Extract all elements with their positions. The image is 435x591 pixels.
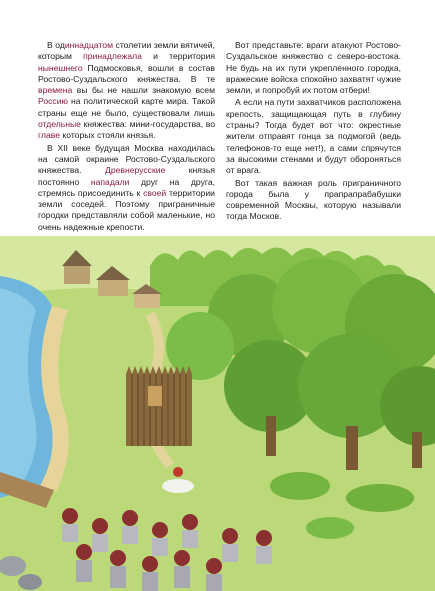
text-run: которых стояли князья.	[60, 130, 156, 141]
text-run: столетии земли вятичей, которым	[38, 40, 215, 62]
highlighted-word: отдельные	[38, 119, 81, 130]
bush	[306, 517, 354, 539]
house-wall	[134, 294, 160, 308]
fortress-wall	[126, 374, 192, 446]
right-text-column	[226, 40, 401, 224]
text-run: и территория	[141, 51, 215, 62]
left-paragraph-2	[38, 143, 215, 233]
text-run: В од	[47, 40, 65, 50]
tree-trunk	[346, 426, 358, 470]
rock	[18, 574, 42, 590]
house-wall	[98, 280, 128, 296]
tree-trunk	[266, 416, 276, 456]
text-run: на политической карте мира. Такой страны еще не было, существовали лишь	[38, 96, 215, 118]
highlighted-word: нынешнего	[38, 62, 83, 73]
text-run: территории земли соседей. Поэтому приграничные городки представляли собой маленькие, но очень надежные крепости.	[38, 187, 215, 232]
bush	[346, 484, 414, 512]
highlighted-word: главе	[38, 130, 60, 141]
text-run: друг на друга, стремясь присоединить к	[38, 176, 215, 198]
house-wall	[64, 266, 90, 284]
right-paragraph-3: Вот такая важная роль приграничного города была у прапрапрабабушки современной Москвы, которую называли тогда Москов.	[226, 177, 401, 222]
text-run: Подмосковья, вошли в состав Ростово-Суздальского княжества. В те	[38, 62, 215, 84]
left-text-column	[38, 40, 215, 234]
text-run: В XII веке будущая Москва находилась на самой окраине Ростово-Суздальского княжества.	[38, 142, 215, 176]
tree-trunk	[412, 432, 422, 468]
highlighted-word: времена	[38, 85, 73, 96]
horse	[162, 479, 194, 493]
fortress-gate	[148, 386, 162, 406]
right-paragraph-2: А если на пути захватчиков расположена крепость, защищающая путь в глубину страны? Тогда будет вот что: окрестные жители отправят гонца за подмогой (ведь телефонов-то еще нет!), а сами спрячутся за высокими стенами и будут обороняться от врага.	[226, 97, 401, 176]
highlighted-word: своей	[143, 187, 167, 198]
left-paragraph-1	[38, 40, 215, 142]
highlighted-word: Россию	[38, 96, 68, 107]
bush	[270, 472, 330, 500]
illustration-svg	[0, 236, 435, 591]
right-paragraph-1: Вот представьте: враги атакуют Ростово-Суздальское княжество с северо-востока. Не будь на их пути укрепленного городка, вражеские войска спокойно захватят чужие земли, и попробуй их потом отбери!	[226, 40, 401, 96]
text-run: вы бы не нашли знакомую всем	[72, 85, 215, 96]
highlighted-word: принадлежала	[83, 51, 142, 62]
highlighted-word: нападали	[90, 176, 130, 187]
highlighted-word: иннадцатом	[64, 40, 113, 50]
highlighted-word: Древнерусские	[105, 165, 166, 176]
rider	[173, 467, 183, 477]
fortress-illustration	[0, 236, 435, 591]
text-run: княжества: мини-государства, во	[80, 119, 215, 130]
text-run: князья постоянно	[38, 165, 215, 187]
